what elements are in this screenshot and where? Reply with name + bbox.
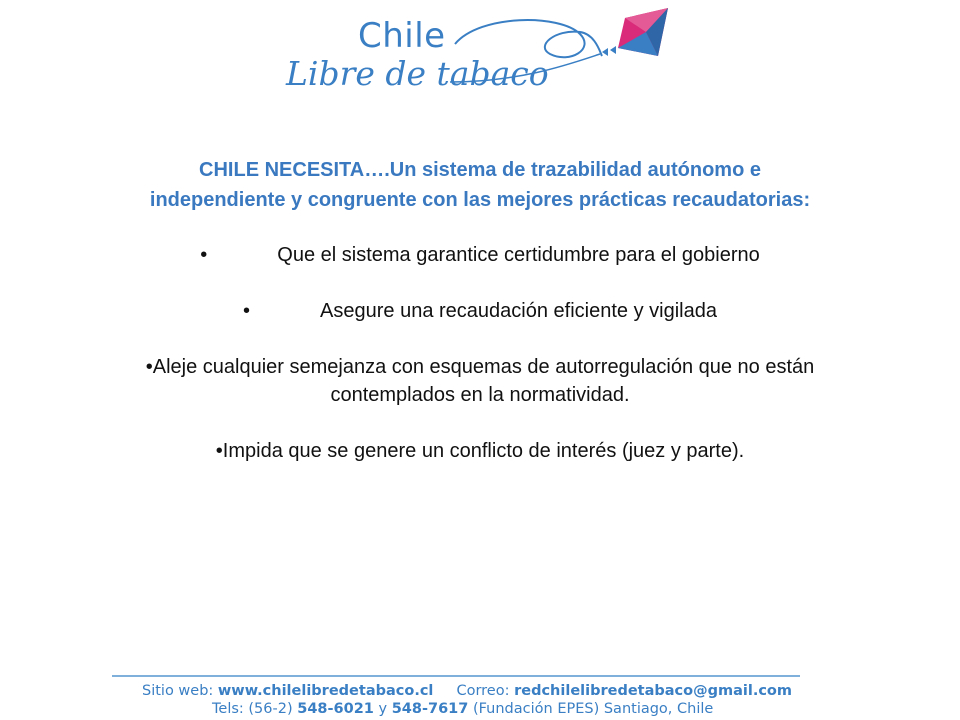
footer-web-label: Sitio web: [142,683,214,699]
logo [280,4,680,100]
footer-tels-label: Tels: (56-2) [212,701,293,717]
bullet-4-text: Impida que se genere un conflicto de interés (juez y parte). [222,440,745,462]
slide-heading: CHILE NECESITA….Un sistema de trazabilidad autónomo e independiente y congruente con las mejores prácticas recaudatorias: [149,159,811,211]
bullet-2-text: Asegure una recaudación eficiente y vigilada [320,300,717,322]
footer-tel-2: 548-7617 [391,701,469,717]
bullet-1-text: Que el sistema garantice certidumbre para el gobierno [277,244,760,266]
bullet-2: • Asegure una recaudación eficiente y vigilada [243,300,717,322]
footer-web-link[interactable]: www.chilelibredetabaco.cl [217,683,434,699]
footer [142,682,792,718]
slide-content [100,155,860,465]
footer-line-2 [142,700,792,718]
footer-and: y [378,701,388,717]
footer-line-1 [142,682,792,700]
footer-mail-label: Correo: [456,683,510,699]
logo-chile-text: Chile [358,16,446,56]
footer-tel-1: 548-6021 [297,701,374,717]
bullet-3: •Aleje cualquier semejanza con esquemas de autorregulación que no están contemplados en la normatividad. [145,356,815,406]
footer-mail-link[interactable]: redchilelibredetabaco@gmail.com [514,683,792,699]
footer-org: (Fundación EPES) Santiago, Chile [472,701,714,717]
bullet-1: • Que el sistema garantice certidumbre para el gobierno [200,244,760,266]
bullet-4: •Impida que se genere un conflicto de interés (juez y parte). [215,440,745,462]
bullet-3-text: Aleje cualquier semejanza con esquemas de autorregulación que no están contemplados en la normatividad. [152,356,815,406]
logo-libre-text: Libre de tabaco [286,54,549,93]
footer-divider [112,675,800,677]
